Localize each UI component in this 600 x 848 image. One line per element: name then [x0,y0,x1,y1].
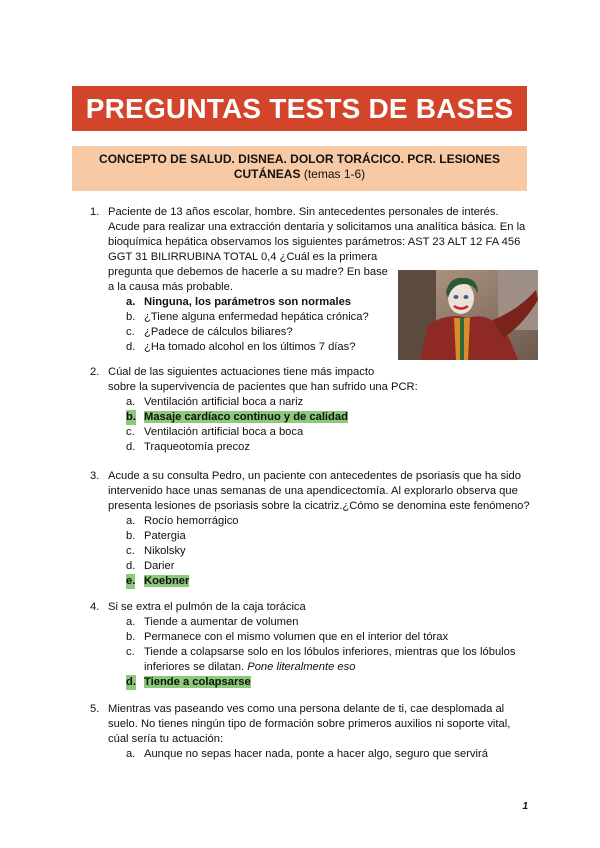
option-letter: a. [126,515,136,527]
option-text: Aunque no sepas hacer nada, ponte a hacer algo, seguro que servirá [144,748,488,760]
option-c[interactable] [108,645,530,675]
option-a[interactable] [108,615,530,630]
option-letter: b. [126,311,136,323]
option-text: Ventilación artificial boca a boca [144,426,304,438]
option-text: ¿Tiene alguna enfermedad hepática crónica? [144,311,369,323]
option-b[interactable] [108,630,530,645]
question-line: Acude para realizar una extracción dentaria y solicitamos una analítica básica. En la [108,221,526,233]
question-2 [90,365,530,455]
question-photo [398,270,538,360]
page-title: PREGUNTAS TESTS DE BASES [72,86,527,131]
question-3 [90,469,530,589]
question-5 [90,702,530,762]
option-letter: a. [126,748,136,760]
option-text-correct: Koebner [144,575,190,587]
option-a[interactable] [108,514,530,529]
option-text: Tiende a aumentar de volumen [144,616,299,628]
question-line: bioquímica hepática observamos los siguientes parámetros: AST 23 ALT 12 FA 456 [108,236,521,248]
option-letter: c. [126,426,135,438]
option-letter: a. [126,616,136,628]
option-text: ¿Padece de cálculos biliares? [144,326,293,338]
option-text-correct: Masaje cardíaco continuo y de calidad [144,411,348,423]
option-letter: b. [126,631,136,643]
joker-photo-illustration [398,270,538,360]
question-line: Paciente de 13 años escolar, hombre. Sin antecedentes personales de interés. [108,206,499,218]
option-text: Nikolsky [144,545,186,557]
option-letter: a. [126,396,136,408]
question-line: presenta lesiones de psoriasis sobre la cicatriz.¿Cómo se denomina este fenómeno? [108,500,530,512]
option-b[interactable] [108,529,530,544]
question-number: 5. [90,703,100,715]
option-text: Ninguna, los parámetros son normales [144,296,352,308]
option-d[interactable] [108,559,530,574]
option-letter: c. [126,326,135,338]
option-letter: d. [126,441,136,453]
option-text: Tiende a colapsarse solo en los lóbulos inferiores, mientras que los lóbulos [144,646,516,658]
question-number: 1. [90,206,100,218]
option-letter: c. [126,646,135,658]
question-line: pregunta que debemos de hacerle a su madre? En base [108,266,388,278]
option-letter: c. [126,545,135,557]
option-letter: d. [126,341,136,353]
question-line: cúal sería tu actuación: [108,733,224,745]
topic-banner [72,146,527,191]
option-a[interactable] [108,747,530,762]
topic-title: CONCEPTO DE SALUD. DISNEA. DOLOR TORÁCICO. PCR. LESIONES CUTÁNEAS [99,152,500,181]
option-b[interactable] [108,410,530,425]
option-text: Rocío hemorrágico [144,515,239,527]
option-text-continued: inferiores se dilatan. [144,661,245,673]
question-line: GGT 31 BILIRRUBINA TOTAL 0,4 ¿Cuál es la primera [108,251,378,263]
option-letter: b. [126,530,136,542]
option-e[interactable] [108,574,530,589]
question-line: intervenido hace unas semanas de una apendicectomía. Al explorarlo observa que [108,485,518,497]
option-c[interactable] [108,425,530,440]
option-letter: d. [126,676,136,688]
question-line: suelo. No tienes ningún tipo de formación sobre primeros auxilios ni soporte vital, [108,718,511,730]
option-text: Permanece con el mismo volumen que en el interior del tórax [144,631,449,643]
page-number: 1 [522,801,528,812]
question-number: 2. [90,366,100,378]
option-text-correct: Tiende a colapsarse [144,676,251,688]
option-text: Patergia [144,530,186,542]
option-c[interactable] [108,544,530,559]
question-line: Cúal de las siguientes actuaciones tiene más impacto [108,366,375,378]
option-a[interactable] [108,395,530,410]
question-number: 4. [90,601,100,613]
option-text: Ventilación artificial boca a nariz [144,396,304,408]
question-line: sobre la supervivencia de pacientes que han sufrido una PCR: [108,381,418,393]
question-number: 3. [90,470,100,482]
question-line: Si se extra el pulmón de la caja torácica [108,601,306,613]
option-letter: d. [126,560,136,572]
question-line: Acude a su consulta Pedro, un paciente con antecedentes de psoriasis que ha sido [108,470,521,482]
option-note: Pone literalmente eso [247,661,356,673]
topic-range: (temas 1-6) [300,167,366,181]
option-text: Traqueotomía precoz [144,441,250,453]
option-text: ¿Ha tomado alcohol en los últimos 7 días? [144,341,356,353]
question-line: a la causa más probable. [108,281,234,293]
question-4 [90,600,530,690]
option-text: Darier [144,560,175,572]
option-d[interactable] [108,440,530,455]
question-line: Mientras vas paseando ves como una persona delante de ti, cae desplomada al [108,703,505,715]
option-letter: e. [126,575,136,587]
option-letter: b. [126,411,136,423]
option-d[interactable] [108,675,530,690]
option-letter: a. [126,296,136,308]
